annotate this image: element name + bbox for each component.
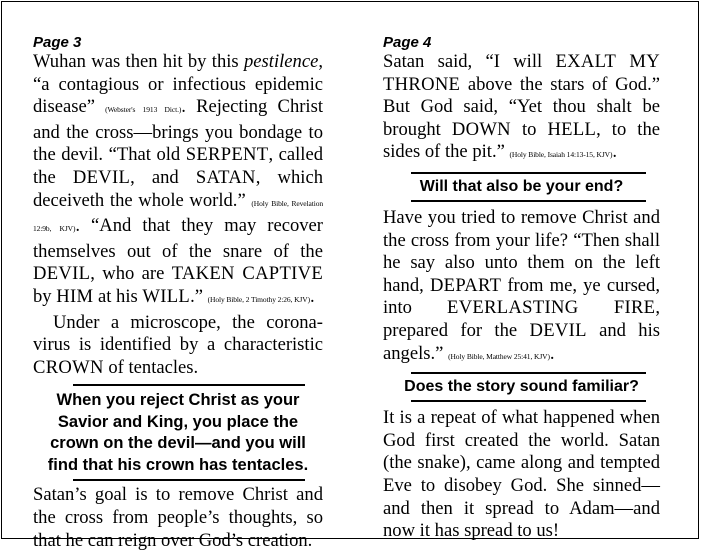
page-3-paragraph-1: Wuhan was then hit by this pestilence, “a contagious or infectious epidemic disease” (Webster's 1913 Dict.). Rejecting Christ and the cross—brings you bondage to the devil. “That old SERPENT, called the DEVIL, and SATAN, which deceiveth the whole world.” (Holy Bible, Revelation 12:9b, KJV). “And that they may recover themselves out of the snare of the DEVIL, who are TAKEN CAPTIVE by HIM at his WILL.” (Holy Bible, 2 Timothy 2:26, KJV). [33,51,324,307]
citation-timothy: (Holy Bible, 2 Timothy 2:26, KJV) [207,294,310,304]
page-4-heading-2: Does the story sound familiar? [404,378,639,396]
divider [411,200,646,202]
page-3-callout: When you reject Christ as your Savior and King, you place the crown on the devil—and you will find that his crown has tentacles. [47,391,309,474]
page-4-paragraph-2: Have you tried to remove Christ and the cross from your life? “Then shall he say also unto them on the left hand, DEPART from me, ye cursed, into EVERLASTING FIRE, prepared for the DEVIL and his angels.” (Holy Bible, Matthew 25:41, KJV). [383,206,660,364]
page-4-label: Page 4 [383,34,432,51]
page-3-paragraph-2: Under a microscope, the corona-virus is identified by a characteristic CROWN of tentacles. [33,311,323,378]
citation-revelation: (Holy Bible, Revelation 12:9b, KJV) [33,198,324,234]
citation-isaiah: (Holy Bible, Isaiah 14:13-15, KJV) [509,150,613,160]
divider [411,400,646,402]
page-4-column [383,34,660,543]
page-4-paragraph-3: It is a repeat of what happened when God first created the world. Satan (the snake), came along and tempted Eve to disobey God. She sinned—and then it spread to Adam—and now it has spread to us! [383,407,660,542]
page-3-paragraph-3: Satan’s goal is to remove Christ and the cross from people’s thoughts, so that he can reign over God’s creation. [33,484,323,551]
citation-matthew: (Holy Bible, Matthew 25:41, KJV) [448,351,550,361]
page-3-label: Page 3 [33,34,82,51]
divider [411,172,646,174]
page-4-heading-1: Will that also be your end? [419,177,624,195]
citation-webster: (Webster's 1913 Dict.) [105,105,182,115]
divider [73,479,305,481]
divider [411,372,646,374]
divider [73,384,305,386]
page-3-column [33,34,323,552]
page-4-paragraph-1: Satan said, “I will EXALT MY THRONE above the stars of God.” But God said, “Yet thou shalt be brought DOWN to HELL, to the sides of the pit.” (Holy Bible, Isaiah 14:13-15, KJV). [383,51,661,163]
